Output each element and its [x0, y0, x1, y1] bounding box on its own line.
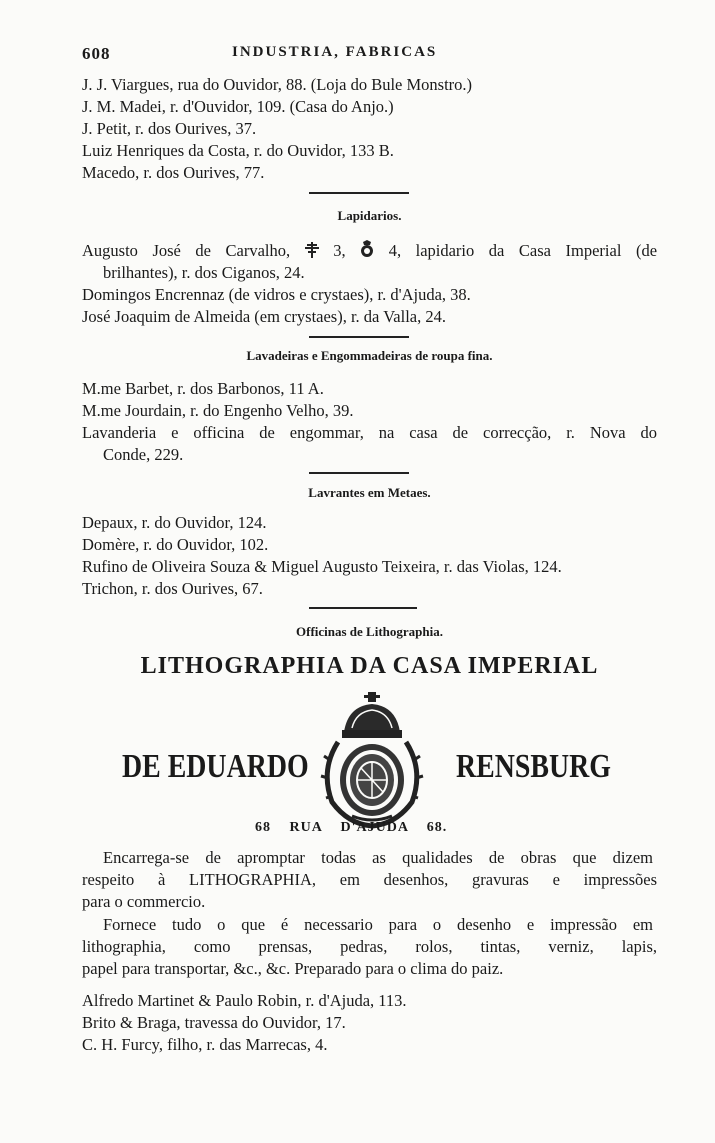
list-item [82, 240, 657, 262]
advertiser-surname: RENSBURG [456, 748, 611, 785]
advertiser-first-name: DE EDUARDO [122, 748, 309, 785]
list-item: M.me Jourdain, r. do Engenho Velho, 39. [82, 401, 354, 420]
list-item: Alfredo Martinet & Paulo Robin, r. d'Ajuda, 113. [82, 991, 407, 1010]
paragraph-line: papel para transportar, &c., &c. Preparado para o clima do paiz. [82, 959, 504, 978]
order-cross-icon [305, 242, 319, 258]
entry-description: 4, lapidario da Casa Imperial (de [388, 241, 658, 260]
paragraph-line: Encarrega-se de apromptar todas as qualidades de obras que dizem [103, 848, 653, 867]
list-item: Domère, r. do Ouvidor, 102. [82, 535, 269, 554]
section-divider [309, 472, 409, 474]
list-item: José Joaquim de Almeida (em crystaes), r. da Valla, 24. [82, 307, 446, 326]
paragraph-line: respeito à LITHOGRAPHIA, em desenhos, gravuras e impressões [82, 870, 657, 889]
list-item: J. Petit, r. dos Ourives, 37. [82, 119, 257, 138]
list-item-continuation: Conde, 229. [103, 445, 184, 464]
list-item: Trichon, r. dos Ourives, 67. [82, 579, 263, 598]
page-number: 608 [82, 44, 111, 63]
list-item: J. J. Viargues, rua do Ouvidor, 88. (Loja do Bule Monstro.) [82, 75, 473, 94]
crown-medal-icon [360, 240, 374, 258]
running-title: INDUSTRIA, FABRICAS [232, 44, 438, 60]
paragraph-line: lithographia, como prensas, pedras, rolos, tintas, verniz, lapis, [82, 937, 657, 956]
list-item: J. M. Madei, r. d'Ouvidor, 109. (Casa do Anjo.) [82, 97, 394, 116]
imperial-coat-of-arms-icon [318, 690, 426, 830]
list-item: Luiz Henriques da Costa, r. do Ouvidor, 133 B. [82, 141, 394, 160]
entry-name: Augusto José de Carvalho, [82, 241, 291, 260]
list-item: Depaux, r. do Ouvidor, 124. [82, 513, 267, 532]
paragraph-line: Fornece tudo o que é necessario para o desenho e impressão em [103, 915, 653, 934]
page-header [82, 44, 657, 70]
lithographia-heading: LITHOGRAPHIA DA CASA IMPERIAL [140, 653, 599, 679]
section-title-lavadeiras: Lavadeiras e Engommadeiras de roupa fina. [246, 348, 493, 363]
section-divider [309, 336, 409, 338]
list-item: Lavanderia e officina de engommar, na casa de correcção, r. Nova do [82, 423, 657, 442]
section-title-lithographia: Officinas de Lithographia. [296, 624, 443, 639]
entry-number: 3, [333, 241, 346, 260]
paragraph-line: para o commercio. [82, 892, 206, 911]
list-item: C. H. Furcy, filho, r. das Marrecas, 4. [82, 1035, 328, 1054]
list-item: Domingos Encrennaz (de vidros e crystaes), r. d'Ajuda, 38. [82, 285, 471, 304]
list-item: Macedo, r. dos Ourives, 77. [82, 163, 265, 182]
section-title-lavrantes: Lavrantes em Metaes. [308, 485, 431, 500]
section-divider [309, 607, 417, 609]
list-item: Rufino de Oliveira Souza & Miguel Augusto Teixeira, r. das Violas, 124. [82, 557, 562, 576]
section-title-lapidarios: Lapidarios. [337, 208, 402, 223]
list-item-continuation: brilhantes), r. dos Ciganos, 24. [103, 263, 305, 282]
list-item: M.me Barbet, r. dos Barbonos, 11 A. [82, 379, 324, 398]
section-divider [309, 192, 409, 194]
list-item: Brito & Braga, travessa do Ouvidor, 17. [82, 1013, 346, 1032]
lithographia-address: 68 RUA D'AJUDA 68. [255, 820, 448, 835]
